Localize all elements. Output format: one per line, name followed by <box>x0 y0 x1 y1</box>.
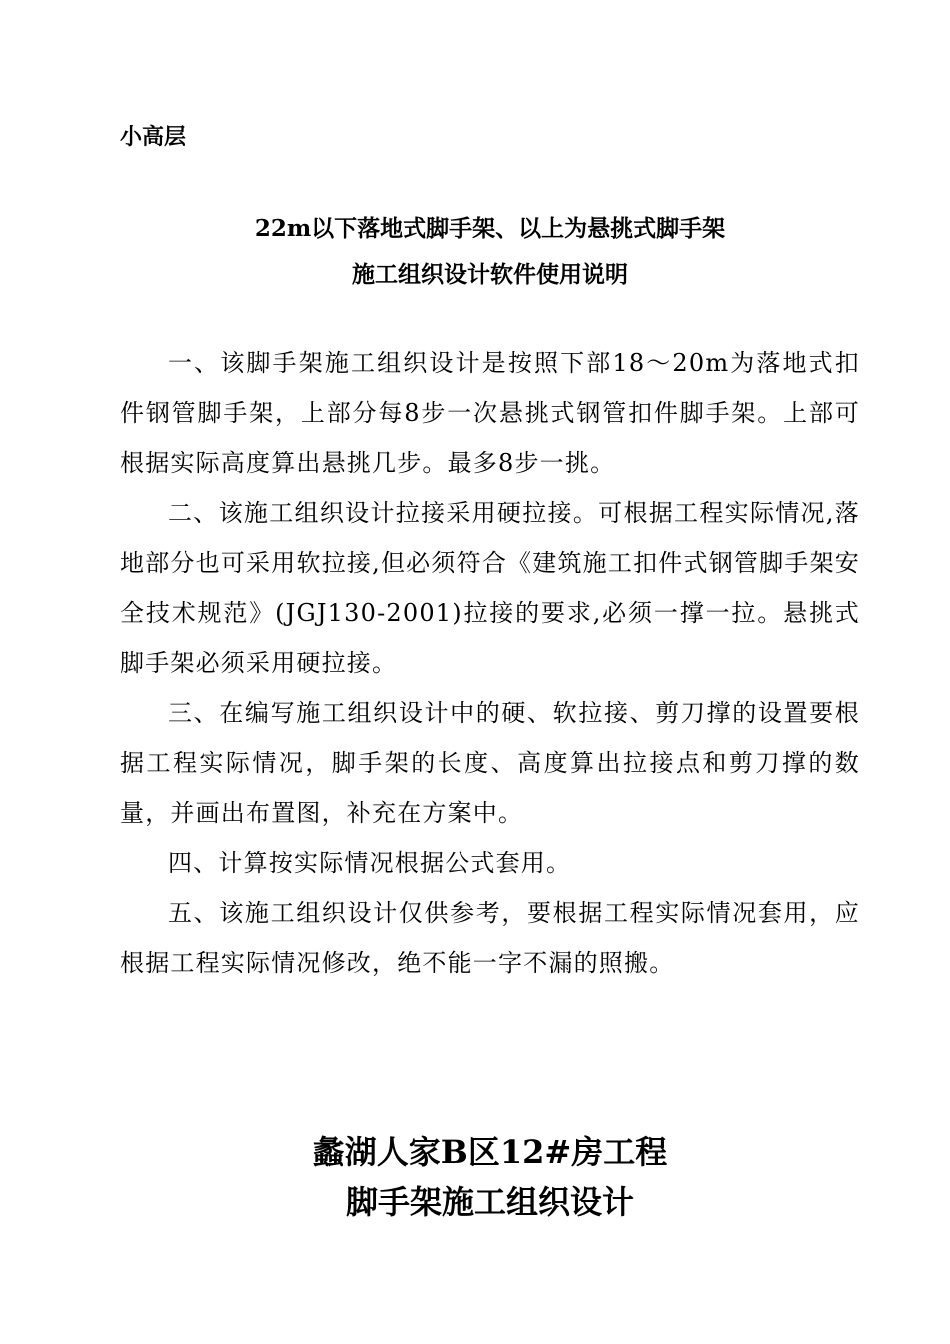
instruction-paragraph-1: 一、该脚手架施工组织设计是按照下部18～20m为落地式扣件钢管脚手架，上部分每8步一次悬挑式钢管扣件脚手架。上部可根据实际高度算出悬挑几步。最多8步一挑。 <box>120 349 860 477</box>
instruction-paragraph-4: 四、计算按实际情况根据公式套用。 <box>168 849 572 877</box>
instruction-paragraph-5: 五、该施工组织设计仅供参考，要根据工程实际情况套用，应根据工程实际情况修改，绝不能一字不漏的照搬。 <box>120 899 860 977</box>
document-title-line-1: 22m以下落地式脚手架、以上为悬挑式脚手架 <box>254 215 726 242</box>
instructions-body <box>120 338 860 988</box>
project-subtitle: 脚手架施工组织设计 <box>345 1183 634 1221</box>
category-label: 小高层 <box>120 124 187 150</box>
project-name: 蠡湖人家B区12#房工程 <box>312 1133 668 1171</box>
instruction-paragraph-2: 二、该施工组织设计拉接采用硬拉接。可根据工程实际情况,落地部分也可采用软拉接,但必须符合《建筑施工扣件式钢管脚手架安全技术规范》(JGJ130-2001)拉接的要求,必须一撑一拉。悬挑式脚手架必须采用硬拉接。 <box>120 499 860 677</box>
document-title-line-2: 施工组织设计软件使用说明 <box>352 261 628 288</box>
instruction-paragraph-3: 三、在编写施工组织设计中的硬、软拉接、剪刀撑的设置要根据工程实际情况，脚手架的长度、高度算出拉接点和剪刀撑的数量，并画出布置图，补充在方案中。 <box>120 699 860 827</box>
